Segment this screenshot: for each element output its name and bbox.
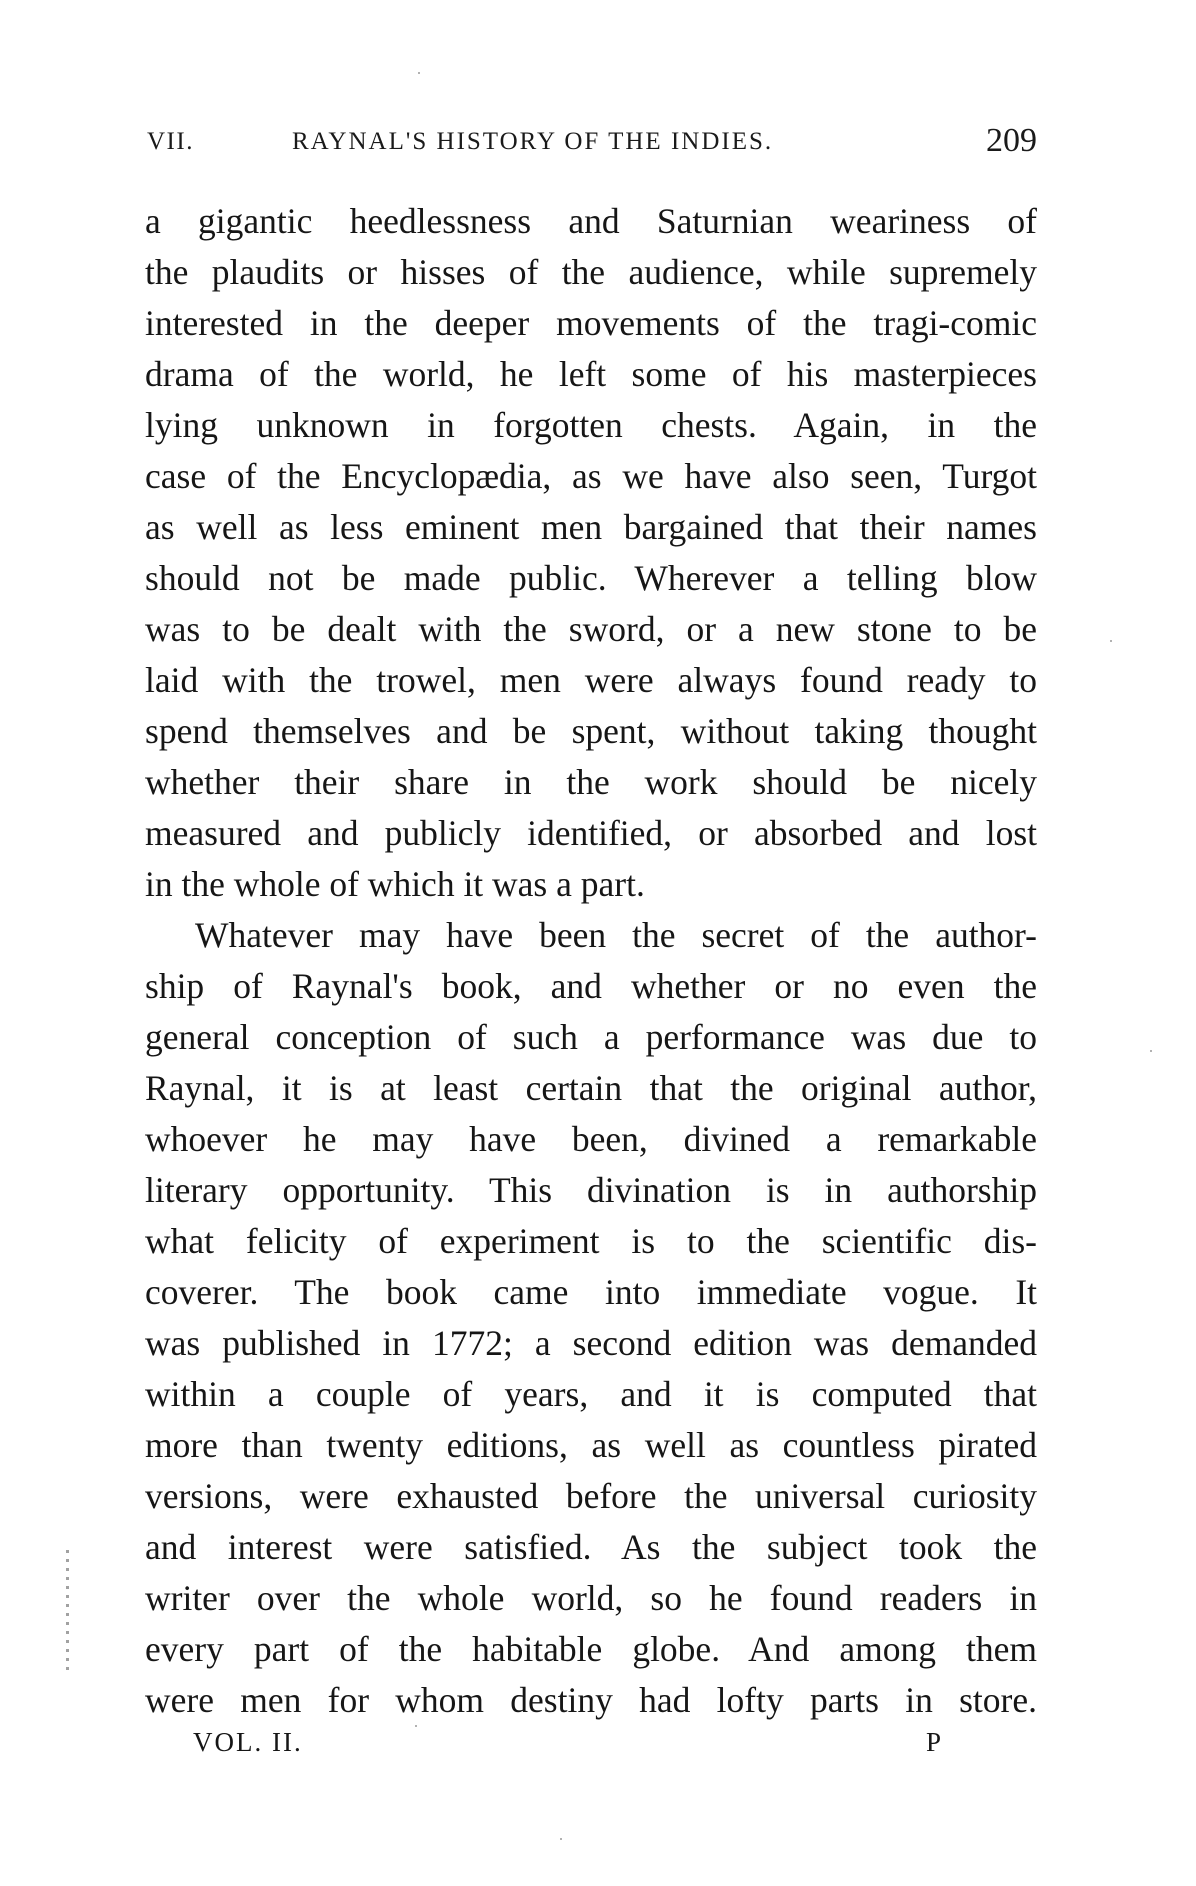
text-line: general conception of such a performance was due to: [145, 1017, 1037, 1057]
paper-speck: [415, 1725, 417, 1727]
paper-speck: [1110, 640, 1112, 642]
text-line: versions, were exhausted before the universal curiosity: [145, 1476, 1037, 1516]
paper-speck: [1150, 1050, 1152, 1052]
text-line: the plaudits or hisses of the audience, while supremely: [145, 252, 1037, 292]
text-line: was to be dealt with the sword, or a new stone to be: [145, 609, 1037, 649]
page-number: 209: [986, 122, 1037, 159]
paragraph-2: [145, 910, 1037, 1726]
text-line: case of the Encyclopædia, as we have also seen, Turgot: [145, 456, 1037, 496]
paper-speck: [560, 1838, 562, 1840]
text-line: a gigantic heedlessness and Saturnian weariness of: [145, 201, 1037, 241]
text-line: coverer. The book came into immediate vogue. It: [145, 1272, 1037, 1312]
text-line: more than twenty editions, as well as countless pirated: [145, 1425, 1037, 1465]
running-head: [147, 122, 1037, 162]
signature-mark: P: [925, 1727, 943, 1757]
text-line: whether their share in the work should be nicely: [145, 762, 1037, 802]
text-line: interested in the deeper movements of the tragi-comic: [145, 303, 1037, 343]
text-line: within a couple of years, and it is computed that: [145, 1374, 1037, 1414]
text-line: as well as less eminent men bargained that their names: [145, 507, 1037, 547]
text-line: what felicity of experiment is to the scientific dis-: [145, 1221, 1037, 1261]
text-line: lying unknown in forgotten chests. Again, in the: [145, 405, 1037, 445]
text-line: whoever he may have been, divined a remarkable: [145, 1119, 1037, 1159]
text-line: writer over the whole world, so he found readers in: [145, 1578, 1037, 1618]
text-line: in the whole of which it was a part.: [145, 864, 645, 904]
chapter-number: VII.: [147, 128, 194, 155]
binding-edge-marks: [66, 1550, 69, 1670]
text-line: laid with the trowel, men were always found ready to: [145, 660, 1037, 700]
text-line: Whatever may have been the secret of the author-: [195, 915, 1037, 955]
text-line: should not be made public. Wherever a telling blow: [145, 558, 1037, 598]
text-line: were men for whom destiny had lofty parts in store.: [145, 1680, 1037, 1720]
body-text: [145, 196, 1037, 1726]
text-line: spend themselves and be spent, without taking thought: [145, 711, 1037, 751]
volume-mark: VOL. II.: [193, 1727, 303, 1757]
text-line: literary opportunity. This divination is in authorship: [145, 1170, 1037, 1210]
paper-speck: [418, 72, 420, 74]
text-line: was published in 1772; a second edition was demanded: [145, 1323, 1037, 1363]
page-footer: [193, 1727, 943, 1767]
text-line: Raynal, it is at least certain that the original author,: [145, 1068, 1037, 1108]
paragraph-1: [145, 196, 1037, 910]
text-line: drama of the world, he left some of his masterpieces: [145, 354, 1037, 394]
text-line: ship of Raynal's book, and whether or no even the: [145, 966, 1037, 1006]
text-line: every part of the habitable globe. And among them: [145, 1629, 1037, 1669]
running-title: RAYNAL'S HISTORY OF THE INDIES.: [292, 128, 774, 155]
text-line: measured and publicly identified, or absorbed and lost: [145, 813, 1037, 853]
text-line: and interest were satisfied. As the subject took the: [145, 1527, 1037, 1567]
